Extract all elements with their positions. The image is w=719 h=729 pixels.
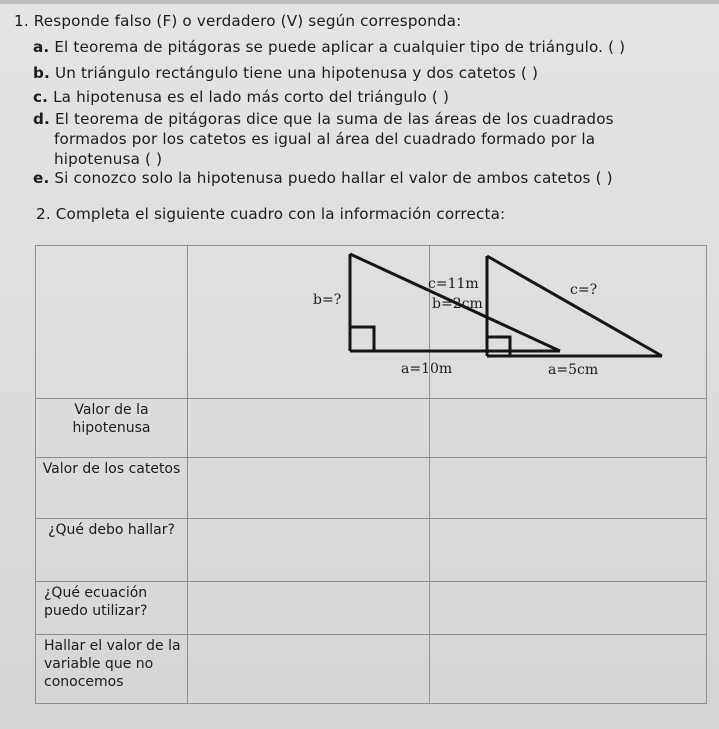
answer-cell[interactable] <box>430 519 707 582</box>
table-row-catetos <box>36 458 707 519</box>
item-a-text: El teorema de pitágoras se puede aplicar a cualquier tipo de triángulo. ( ) <box>54 38 626 56</box>
answer-cell[interactable] <box>188 519 430 582</box>
answer-cell[interactable] <box>188 458 430 519</box>
item-a <box>33 38 625 56</box>
row-label-cell <box>36 399 188 458</box>
row-label-cell <box>36 458 188 519</box>
header-empty-cell <box>36 246 188 399</box>
item-c-letter: c. <box>33 88 49 106</box>
table-row-variable <box>36 635 707 704</box>
triangle-2-figure <box>430 246 706 398</box>
item-b-letter: b. <box>33 64 50 82</box>
answer-table <box>35 245 707 704</box>
row-label-hipotenusa: Valor de la hipotenusa <box>72 402 151 436</box>
row-label-catetos: Valor de los catetos <box>42 461 181 477</box>
triangle-2-label-a: a=5cm <box>548 362 599 378</box>
table-row-ecuacion <box>36 582 707 635</box>
item-c-text: La hipotenusa es el lado más corto del triángulo ( ) <box>53 88 450 106</box>
item-b <box>33 64 538 82</box>
exercise-2-title: 2. Completa el siguiente cuadro con la información correcta: <box>36 205 506 223</box>
row-label-cell <box>36 635 188 704</box>
table-header-row <box>36 246 707 399</box>
triangle-2-label-b: b=2cm <box>432 296 483 312</box>
answer-cell[interactable] <box>430 458 707 519</box>
triangle-1-label-a: a=10m <box>401 361 453 377</box>
answer-cell[interactable] <box>188 399 430 458</box>
item-d-line1: El teorema de pitágoras dice que la suma de las áreas de los cuadrados <box>54 110 614 128</box>
item-c <box>33 88 449 106</box>
triangle-1-label-b: b=? <box>313 292 342 308</box>
right-angle-mark-icon <box>487 337 510 356</box>
row-label-cell <box>36 582 188 635</box>
item-e-letter: e. <box>33 169 50 187</box>
item-d-letter: d. <box>33 110 50 128</box>
item-d-line2: formados por los catetos es igual al área del cuadrado formado por la <box>54 130 596 148</box>
item-b-text: Un triángulo rectángulo tiene una hipotenusa y dos catetos ( ) <box>54 64 539 82</box>
table-row-hallar <box>36 519 707 582</box>
item-e-text: Si conozco solo la hipotenusa puedo hallar el valor de ambos catetos ( ) <box>54 169 613 187</box>
answer-cell[interactable] <box>430 582 707 635</box>
answer-cell[interactable] <box>188 635 430 704</box>
exercise-1-title: 1. Responde falso (F) o verdadero (V) según corresponda: <box>14 12 462 30</box>
item-a-letter: a. <box>33 38 50 56</box>
answer-cell[interactable] <box>188 582 430 635</box>
item-d-line3: hipotenusa ( ) <box>54 150 163 168</box>
row-label-hallar: ¿Qué debo hallar? <box>48 522 175 538</box>
item-d <box>33 110 614 128</box>
triangle-1-label-c: c=11m <box>428 276 479 292</box>
answer-cell[interactable] <box>430 635 707 704</box>
answer-cell[interactable] <box>430 399 707 458</box>
row-label-ecuacion: ¿Qué ecuación puedo utilizar? <box>44 585 148 619</box>
page-edge <box>0 0 719 4</box>
row-label-variable: Hallar el valor de la variable que no conocemos <box>44 638 181 690</box>
item-e <box>33 169 613 187</box>
header-triangle-2-cell <box>430 246 707 399</box>
right-angle-mark-icon <box>350 327 374 351</box>
triangle-2-hypotenuse <box>487 256 662 356</box>
row-label-cell <box>36 519 188 582</box>
triangle-2-label-c: c=? <box>570 282 598 298</box>
table-row-hipotenusa <box>36 399 707 458</box>
